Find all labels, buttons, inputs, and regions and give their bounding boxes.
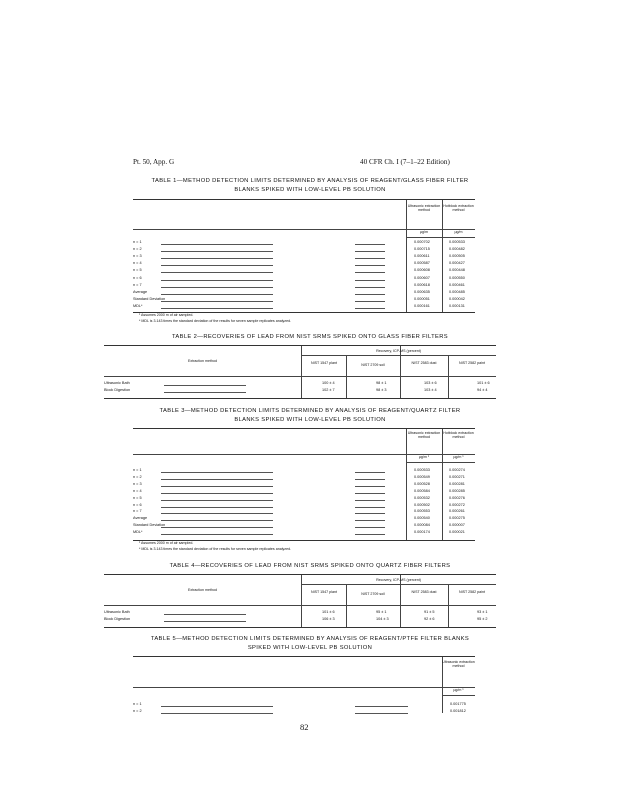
t2-value-c4: 101 ± 6 [477,381,490,385]
t2-value-c4: 94 ± 4 [477,388,488,392]
table1-title-line1: TABLE 1—METHOD DETECTION LIMITS DETERMINED BY ANALYSIS OF REAGENT/GLASS FIBER FILTER [151,178,469,184]
table5-unit1: µg/m ¹ [453,688,464,692]
table2-head-c2: NIST 2709 soil [361,363,385,367]
t3-value-col1: 0.000584 [414,488,430,493]
leader-dots [355,476,385,480]
table3-title-line1: TABLE 3—METHOD DETECTION LIMITS DETERMINED BY ANALYSIS OF REAGENT/QUARTZ FILTER [159,408,461,414]
t3-value-col2: 0.000275 [449,516,465,521]
t3-value-col1: 0.000549 [414,474,430,479]
t3-value-col1: 0.000532 [414,495,430,500]
t1-value-col2: 0.000427 [449,261,465,266]
leader-dots [355,277,385,281]
t3-value-col1: 0.000533 [414,468,430,472]
leader-dots [355,241,385,245]
leader-dots [161,284,273,288]
t3-row-label: MDL* [133,530,143,535]
leader-dots [161,490,273,494]
table3-col-hotblock: Hotblock extraction method [443,431,474,440]
table4 [104,574,496,628]
page-number: 82 [300,722,309,732]
table2-head-method: Extraction method [188,359,217,363]
t4-value-c2: 95 ± 1 [376,610,387,614]
leader-dots [355,517,385,521]
t1-value-col2: 0.000485 [449,289,465,294]
t3-row-label: n = 2 [133,474,142,479]
t1-value-col2: 0.000533 [449,240,465,244]
t4-value-c1: 101 ± 6 [322,610,335,614]
t1-row-label: n = 4 [133,261,142,266]
table5-title-line1: TABLE 5—METHOD DETECTION LIMITS DETERMINED BY ANALYSIS OF REAGENT/PTFE FILTER BLANKS [150,636,470,642]
t3-value-col1: 0.000174 [414,530,430,535]
table3-title-line2: BLANKS SPIKED WITH LOW-LEVEL PB SOLUTION [234,417,386,423]
table4-title: TABLE 4—RECOVERIES OF LEAD FROM NIST SRMS SPIKED ONTO QUARTZ FIBER FILTERS [169,563,451,569]
table1-title-line2: BLANKS SPIKED WITH LOW-LEVEL PB SOLUTION [234,187,386,193]
leader-dots [164,618,246,622]
leader-dots [161,524,273,528]
t1-value-col1: 0.000618 [414,282,430,287]
table3-footnote2: * MDL is 3.143 times the standard deviation of the results for seven sample replicates analyzed. [139,547,292,551]
t3-row-label: Average [133,516,148,521]
table1-unit1: µg/m [419,230,429,234]
leader-dots [161,248,273,252]
leader-dots [161,510,273,514]
table3-unit2: µg/m ¹ [453,455,464,459]
t1-row-label: Standard Deviation [133,296,166,301]
t4-value-c3: 92 ± 6 [424,617,435,621]
t1-value-col2: 0.000482 [449,247,465,252]
t1-value-col2: 0.000461 [449,282,465,287]
table5-title-line2: SPIKED WITH LOW-LEVEL PB SOLUTION [247,645,373,651]
leader-dots [164,611,246,615]
leader-dots [161,262,273,266]
t3-value-col2: 0.000272 [449,502,465,507]
leader-dots [161,531,273,535]
t2-row-label: Ultrasonic Bath [104,381,130,385]
leader-dots [161,298,273,302]
table2-head-c3: NIST 2583 dust [411,361,437,365]
table2-head-recovery: Recovery, ICP-MS (percent) [376,349,421,353]
t4-row-label: Block Digestion [104,617,131,621]
t3-row-label: n = 4 [133,488,142,493]
t5-row-label: n = 2 [133,708,142,713]
t2-value-c2: 98 ± 1 [376,381,387,385]
t2-value-c3: 103 ± 6 [424,381,437,385]
leader-dots [355,469,385,473]
t3-value-col2: 0.000007 [449,523,465,528]
leader-dots [161,483,273,487]
t1-row-label: n = 6 [133,275,142,280]
leader-dots [161,305,273,309]
t1-value-col2: 0.000042 [449,296,465,301]
leader-dots [161,241,273,245]
running-header-left: Pt. 50, App. G [133,158,175,166]
leader-dots [161,710,273,714]
table5 [133,656,475,713]
t3-value-col2: 0.000285 [449,488,465,493]
t3-value-col1: 0.000540 [414,516,430,521]
t3-value-col1: 0.000502 [414,502,430,507]
t3-value-col2: 0.000271 [449,474,465,479]
t4-value-c4: 93 ± 1 [477,610,488,614]
leader-dots [161,497,273,501]
t3-value-col1: 0.000084 [414,523,430,528]
t1-value-col1: 0.000635 [414,289,430,294]
leader-dots [355,262,385,266]
leader-dots [161,277,273,281]
t1-value-col1: 0.000611 [414,254,430,259]
leader-dots [355,255,385,259]
t3-value-col1: 0.000553 [414,509,430,514]
t1-value-col1: 0.000051 [414,296,430,301]
t1-value-col1: 0.000715 [414,247,430,252]
t1-value-col1: 0.000702 [414,240,430,244]
leader-dots [161,476,273,480]
t4-row-label: Ultrasonic Bath [104,610,130,614]
table3 [133,428,475,541]
leader-dots [355,248,385,252]
table1 [133,199,475,313]
leader-dots [355,483,385,487]
t4-value-c2: 104 ± 3 [376,617,389,621]
t1-value-col2: 0.000448 [449,268,465,273]
t1-value-col1: 0.000587 [414,261,430,266]
t3-row-label: n = 1 [133,468,142,472]
leader-dots [355,298,385,302]
t5-row-label: n = 1 [133,702,142,706]
leader-dots [355,703,408,707]
leader-dots [161,469,273,473]
t1-row-label: n = 1 [133,240,142,244]
t1-row-label: n = 3 [133,254,142,259]
t3-row-label: n = 5 [133,495,142,500]
leader-dots [355,531,385,535]
t2-value-c1: 100 ± 4 [322,381,335,385]
t4-value-c1: 106 ± 3 [322,617,335,621]
table4-head-recovery: Recovery, ICP-MS (percent) [376,578,421,582]
t1-row-label: n = 2 [133,247,142,252]
t3-row-label: n = 7 [133,509,142,514]
leader-dots [161,291,273,295]
leader-dots [355,269,385,273]
t2-value-c2: 98 ± 3 [376,388,387,392]
t1-value-col2: 0.000505 [449,254,465,259]
table2 [104,345,496,399]
leader-dots [355,510,385,514]
t1-row-label: n = 5 [133,268,142,273]
table1-col-hotblock: Hotblock extraction method [443,204,474,213]
t1-value-col2: 0.000550 [449,275,465,280]
t5-value-col1: 0.001775 [450,702,466,706]
table4-head-c1: NIST 1547 plant [311,590,337,594]
leader-dots [355,284,385,288]
t3-value-col2: 0.000276 [449,495,465,500]
table5-col-ultrasonic: Ultrasonic extraction method [442,660,475,669]
leader-dots [161,703,273,707]
table2-head-c4: NIST 2582 paint [459,361,485,365]
t2-value-c1: 102 ± 7 [322,388,335,392]
t1-value-col1: 0.000161 [414,303,430,308]
leader-dots [355,305,385,309]
t3-value-col2: 0.000274 [449,468,465,472]
leader-dots [355,504,385,508]
t1-value-col2: 0.000131 [449,303,465,308]
table4-head-method: Extraction method [188,588,217,592]
t3-row-label: n = 6 [133,502,142,507]
t1-value-col1: 0.000608 [414,268,430,273]
leader-dots [355,490,385,494]
t3-row-label: n = 3 [133,481,142,486]
t4-value-c4: 95 ± 2 [477,617,488,621]
t3-value-col2: 0.000261 [449,509,465,514]
leader-dots [164,389,246,393]
t2-row-label: Block Digestion [104,388,131,392]
table4-head-c3: NIST 2583 dust [411,590,437,594]
leader-dots [164,382,246,386]
table2-title: TABLE 2—RECOVERIES OF LEAD FROM NIST SRMS SPIKED ONTO GLASS FIBER FILTERS [171,334,449,340]
leader-dots [161,269,273,273]
table3-unit1: µg/m ¹ [418,455,430,459]
leader-dots [355,291,385,295]
leader-dots [355,524,385,528]
leader-dots [161,504,273,508]
t1-row-label: Average [133,289,148,294]
running-header-right: 40 CFR Ch. I (7–1–22 Edition) [360,158,450,166]
t3-value-col2: 0.000281 [449,481,465,486]
t5-value-col1: 0.001812 [450,708,466,713]
leader-dots [161,255,273,259]
table4-head-c2: NIST 2709 soil [361,592,385,596]
table4-head-c4: NIST 2582 paint [459,590,485,594]
leader-dots [355,497,385,501]
table1-col-ultrasonic: Ultrasonic extraction method [407,204,441,213]
table1-unit2: µg/m [454,230,463,234]
table3-footnote1: ¹ Assumes 2000 m of air sampled. [139,541,194,545]
t4-value-c3: 91 ± 5 [424,610,435,614]
leader-dots [161,517,273,521]
t2-value-c3: 103 ± 4 [424,388,437,392]
table3-col-ultrasonic: Ultrasonic extraction method [407,431,441,440]
t3-value-col1: 0.000528 [414,481,430,486]
t1-value-col1: 0.000607 [414,275,430,280]
leader-dots [355,710,408,714]
table1-footnote1: ¹ Assumes 2000 m of air sampled. [139,313,194,317]
t1-row-label: n = 7 [133,282,142,287]
t3-row-label: Standard Deviation [133,523,166,528]
t1-row-label: MDL* [133,303,143,308]
table2-head-c1: NIST 1547 plant [311,361,337,365]
t3-value-col2: 0.000021 [449,530,465,535]
table1-footnote2: * MDL is 3.143 times the standard deviation of the results for seven sample replicates analyzed. [139,319,292,323]
